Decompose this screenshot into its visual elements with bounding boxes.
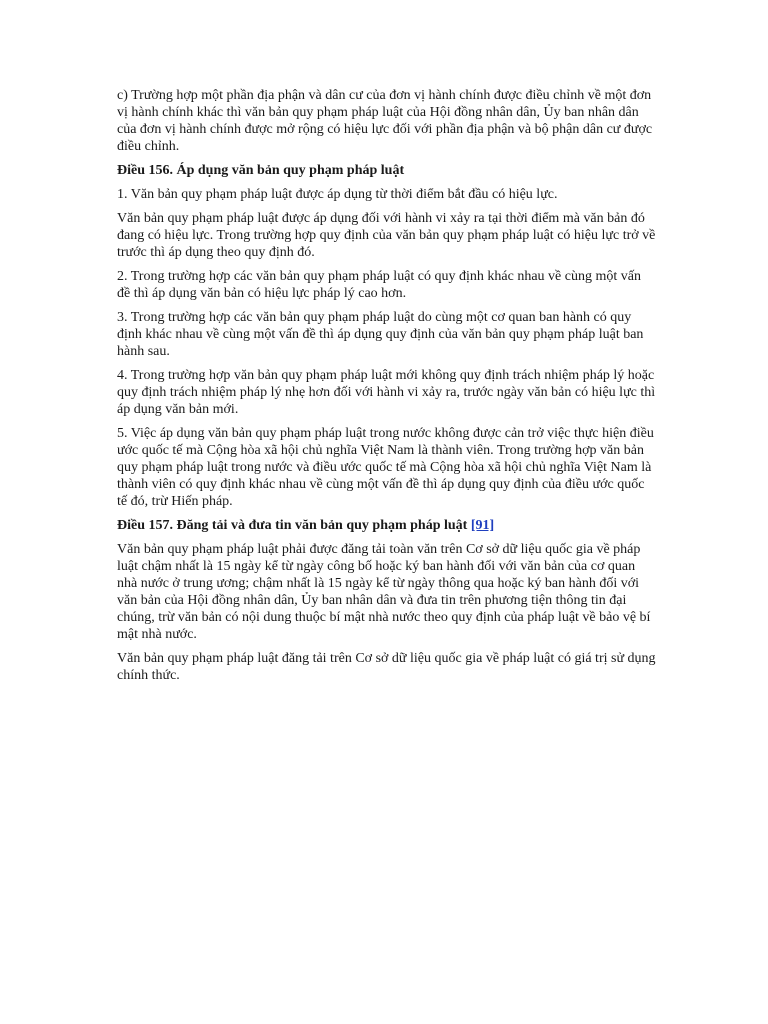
document-page [117,87,657,691]
article-157-paragraph: Văn bản quy phạm pháp luật đăng tải trên Cơ sở dữ liệu quốc gia về pháp luật có giá trị sử dụng chính thức. [117,651,656,683]
article-157-paragraph: Văn bản quy phạm pháp luật phải được đăng tải toàn văn trên Cơ sở dữ liệu quốc gia về pháp luật chậm nhất là 15 ngày kể từ ngày công bố hoặc ký ban hành đối với văn bản của cơ quan nhà nước ở trung ương; chậm nhất là 15 ngày kể từ ngày thông qua hoặc ký ban hành đối với văn bản của Hội đồng nhân dân, Ủy ban nhân dân và đưa tin trên phương tiện thông tin đại chúng, trừ văn bản có nội dung thuộc bí mật nhà nước theo quy định của pháp luật về bảo vệ bí mật nhà nước. [117,542,651,642]
article-156-paragraph: 2. Trong trường hợp các văn bản quy phạm pháp luật có quy định khác nhau về cùng một vấn đề thì áp dụng văn bản có hiệu lực pháp lý cao hơn. [117,269,641,301]
footnote-link[interactable]: [91] [470,518,495,533]
article-157-heading-text: Điều 157. Đăng tải và đưa tin văn bản quy phạm pháp luật [117,518,468,533]
paragraph-c: c) Trường hợp một phần địa phận và dân cư của đơn vị hành chính được điều chỉnh về một đơn vị hành chính khác thì văn bản quy phạm pháp luật của Hội đồng nhân dân, Ủy ban nhân dân của đơn vị hành chính được mở rộng có hiệu lực đối với phần địa phận và bộ phận dân cư được điều chỉnh. [117,88,653,154]
article-156-paragraph: Văn bản quy phạm pháp luật được áp dụng đối với hành vi xảy ra tại thời điểm mà văn bản đó đang có hiệu lực. Trong trường hợp quy định của văn bản quy phạm pháp luật có hiệu lực trở về trước thì áp dụng theo quy định đó. [117,211,656,260]
article-156-heading: Điều 156. Áp dụng văn bản quy phạm pháp luật [117,163,405,178]
article-156-paragraph: 1. Văn bản quy phạm pháp luật được áp dụng từ thời điểm bắt đầu có hiệu lực. [117,187,558,202]
article-157-heading [117,517,657,534]
article-156-paragraph: 4. Trong trường hợp văn bản quy phạm pháp luật mới không quy định trách nhiệm pháp lý hoặc quy định trách nhiệm pháp lý nhẹ hơn đối với hành vi xảy ra, trước ngày văn bản có hiệu lực thì áp dụng văn bản mới. [117,368,656,417]
article-156-paragraph: 5. Việc áp dụng văn bản quy phạm pháp luật trong nước không được cản trở việc thực hiện điều ước quốc tế mà Cộng hòa xã hội chủ nghĩa Việt Nam là thành viên. Trong trường hợp văn bản quy phạm pháp luật trong nước và điều ước quốc tế mà Cộng hòa xã hội chủ nghĩa Việt Nam là thành viên có quy định khác nhau về cùng một vấn đề thì áp dụng quy định của điều ước quốc tế đó, trừ Hiến pháp. [117,426,654,509]
article-156-paragraph: 3. Trong trường hợp các văn bản quy phạm pháp luật do cùng một cơ quan ban hành có quy định khác nhau về cùng một vấn đề thì áp dụng quy định của văn bản quy phạm pháp luật ban hành sau. [117,310,644,359]
